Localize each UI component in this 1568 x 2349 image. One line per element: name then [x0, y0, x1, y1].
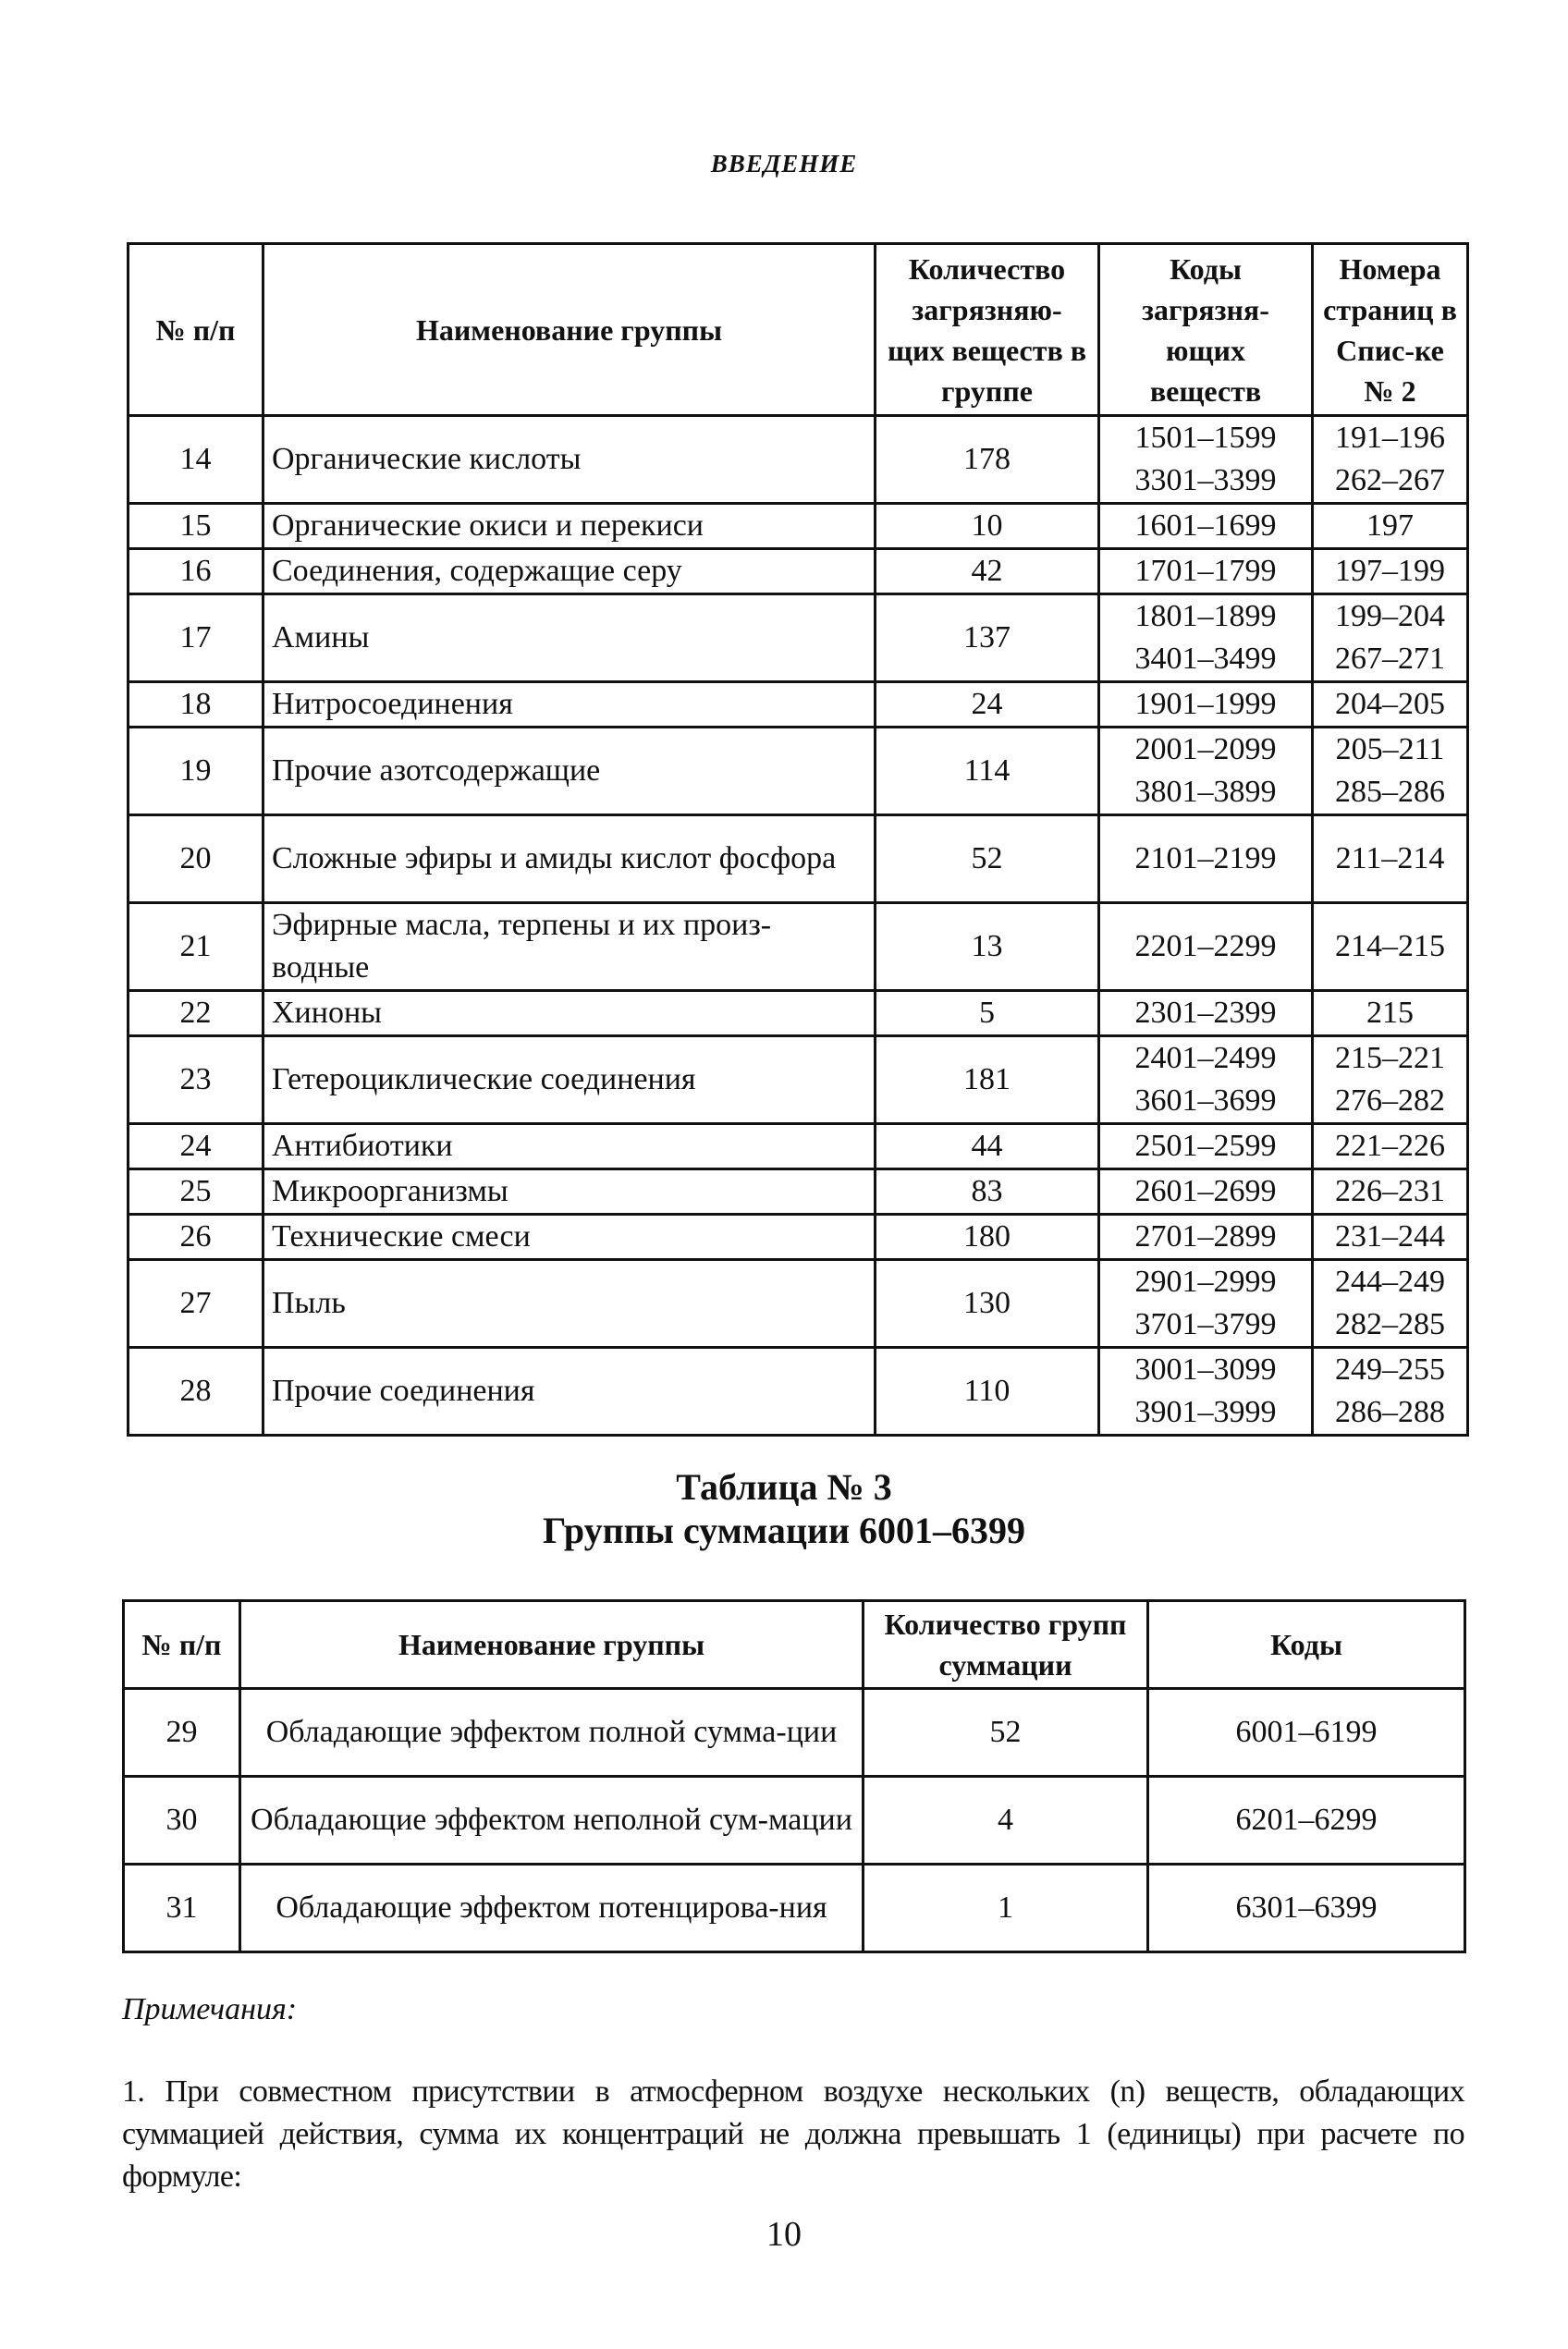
cell-codes: 1701–1799: [1099, 549, 1313, 594]
cell-pages: 197–199: [1313, 549, 1468, 594]
table-row: [129, 594, 1468, 682]
table-row: [129, 1215, 1468, 1260]
cell-codes: 1501–1599 3301–3399: [1099, 416, 1313, 504]
header-count: Количество загрязняю-щих веществ в группе: [876, 244, 1099, 416]
cell-count: 44: [876, 1124, 1099, 1169]
header-codes: Коды: [1148, 1601, 1465, 1689]
cell-pages: 226–231: [1313, 1169, 1468, 1215]
cell-codes: 2401–2499 3601–3699: [1099, 1036, 1313, 1124]
cell-codes: 6301–6399: [1148, 1865, 1465, 1952]
cell-pages: 205–211 285–286: [1313, 728, 1468, 815]
cell-count: 52: [864, 1689, 1148, 1777]
cell-name: Пыль: [263, 1260, 876, 1348]
cell-num: 28: [129, 1348, 263, 1436]
cell-codes: 1901–1999: [1099, 682, 1313, 728]
cell-pages: 249–255 286–288: [1313, 1348, 1468, 1436]
cell-codes: 2101–2199: [1099, 815, 1313, 903]
table-header-row: [124, 1601, 1465, 1689]
cell-num: 30: [124, 1777, 240, 1865]
cell-codes: 2301–2399: [1099, 991, 1313, 1036]
table-row: [129, 416, 1468, 504]
cell-num: 20: [129, 815, 263, 903]
cell-pages: 221–226: [1313, 1124, 1468, 1169]
table-row: [124, 1689, 1465, 1777]
cell-count: 5: [876, 991, 1099, 1036]
cell-codes: 6001–6199: [1148, 1689, 1465, 1777]
cell-num: 24: [129, 1124, 263, 1169]
table-row: [129, 1036, 1468, 1124]
page-number: 10: [766, 2215, 802, 2254]
header-num: № п/п: [124, 1601, 240, 1689]
note-1: 1. При совместном присутствии в атмосферном воздухе нескольких (n) веществ, обладающих суммацией действия, сумма их концентраций не должна превышать 1 (единицы) при расчете по формуле:: [122, 2074, 1464, 2194]
table-row: [129, 1169, 1468, 1215]
cell-num: 15: [129, 504, 263, 549]
cell-name: Прочие азотсодержащие: [263, 728, 876, 815]
cell-count: 83: [876, 1169, 1099, 1215]
cell-pages: 244–249 282–285: [1313, 1260, 1468, 1348]
cell-num: 17: [129, 594, 263, 682]
header-codes: Коды загрязня-ющих веществ: [1099, 244, 1313, 416]
table-row: [124, 1865, 1465, 1952]
cell-pages: 215–221 276–282: [1313, 1036, 1468, 1124]
cell-num: 22: [129, 991, 263, 1036]
cell-codes: 2601–2699: [1099, 1169, 1313, 1215]
notes-heading: Примечания:: [122, 1992, 298, 2026]
cell-codes: 6201–6299: [1148, 1777, 1465, 1865]
table-row: [129, 815, 1468, 903]
cell-name: Гетероциклические соединения: [263, 1036, 876, 1124]
cell-codes: 2701–2899: [1099, 1215, 1313, 1260]
cell-count: 13: [876, 903, 1099, 991]
cell-num: 21: [129, 903, 263, 991]
cell-name: Эфирные масла, терпены и их произ-водные: [263, 903, 876, 991]
table-row: [129, 903, 1468, 991]
cell-count: 180: [876, 1215, 1099, 1260]
cell-num: 25: [129, 1169, 263, 1215]
cell-codes: 2901–2999 3701–3799: [1099, 1260, 1313, 1348]
cell-name: Микроорганизмы: [263, 1169, 876, 1215]
cell-name: Органические кислоты: [263, 416, 876, 504]
header-pages: Номера страниц в Спис-ке № 2: [1313, 244, 1468, 416]
cell-pages: 215: [1313, 991, 1468, 1036]
table-row: [129, 682, 1468, 728]
table-row: [129, 991, 1468, 1036]
cell-num: 27: [129, 1260, 263, 1348]
cell-num: 29: [124, 1689, 240, 1777]
table-row: [129, 1124, 1468, 1169]
cell-name: Антибиотики: [263, 1124, 876, 1169]
running-header: ВВЕДЕНИЕ: [710, 150, 858, 177]
cell-count: 130: [876, 1260, 1099, 1348]
cell-pages: 199–204 267–271: [1313, 594, 1468, 682]
cell-codes: 1801–1899 3401–3499: [1099, 594, 1313, 682]
cell-pages: 197: [1313, 504, 1468, 549]
summation-groups-table: [122, 1599, 1466, 1953]
cell-pages: 191–196 262–267: [1313, 416, 1468, 504]
header-count: Количество групп суммации: [864, 1601, 1148, 1689]
cell-count: 110: [876, 1348, 1099, 1436]
table3-title: Таблица № 3: [676, 1466, 892, 1508]
cell-pages: 231–244: [1313, 1215, 1468, 1260]
cell-count: 1: [864, 1865, 1148, 1952]
pollutant-groups-table: [127, 242, 1469, 1437]
table-row: [129, 728, 1468, 815]
cell-count: 52: [876, 815, 1099, 903]
cell-count: 24: [876, 682, 1099, 728]
cell-count: 114: [876, 728, 1099, 815]
cell-codes: 2201–2299: [1099, 903, 1313, 991]
cell-count: 178: [876, 416, 1099, 504]
cell-count: 42: [876, 549, 1099, 594]
cell-num: 14: [129, 416, 263, 504]
table-header-row: [129, 244, 1468, 416]
cell-name: Сложные эфиры и амиды кислот фосфора: [263, 815, 876, 903]
cell-codes: 3001–3099 3901–3999: [1099, 1348, 1313, 1436]
cell-name: Обладающие эффектом потенцирова-ния: [240, 1865, 864, 1952]
cell-name: Нитросоединения: [263, 682, 876, 728]
cell-count: 181: [876, 1036, 1099, 1124]
cell-name: Прочие соединения: [263, 1348, 876, 1436]
cell-codes: 1601–1699: [1099, 504, 1313, 549]
cell-name: Соединения, содержащие серу: [263, 549, 876, 594]
table-row: [129, 1348, 1468, 1436]
table3-subtitle: Группы суммации 6001–6399: [542, 1510, 1026, 1551]
cell-num: 23: [129, 1036, 263, 1124]
cell-count: 137: [876, 594, 1099, 682]
table-row: [129, 549, 1468, 594]
cell-num: 18: [129, 682, 263, 728]
cell-count: 10: [876, 504, 1099, 549]
cell-name: Органические окиси и перекиси: [263, 504, 876, 549]
table-row: [124, 1777, 1465, 1865]
header-num: № п/п: [129, 244, 263, 416]
cell-name: Обладающие эффектом неполной сум-мации: [240, 1777, 864, 1865]
cell-codes: 2001–2099 3801–3899: [1099, 728, 1313, 815]
cell-pages: 204–205: [1313, 682, 1468, 728]
cell-pages: 211–214: [1313, 815, 1468, 903]
header-name: Наименование группы: [263, 244, 876, 416]
cell-num: 26: [129, 1215, 263, 1260]
cell-name: Технические смеси: [263, 1215, 876, 1260]
cell-name: Обладающие эффектом полной сумма-ции: [240, 1689, 864, 1777]
header-name: Наименование группы: [240, 1601, 864, 1689]
cell-num: 19: [129, 728, 263, 815]
cell-pages: 214–215: [1313, 903, 1468, 991]
table-row: [129, 504, 1468, 549]
cell-name: Хиноны: [263, 991, 876, 1036]
cell-num: 16: [129, 549, 263, 594]
cell-num: 31: [124, 1865, 240, 1952]
cell-codes: 2501–2599: [1099, 1124, 1313, 1169]
cell-name: Амины: [263, 594, 876, 682]
cell-count: 4: [864, 1777, 1148, 1865]
table-row: [129, 1260, 1468, 1348]
